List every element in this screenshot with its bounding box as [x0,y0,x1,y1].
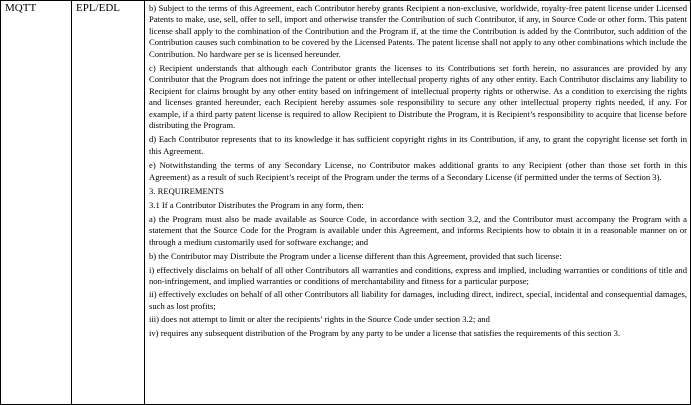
license-paragraph: i) effectively disclaims on behalf of all other Contributors all warranties and conditions, express and implied, including warranties or conditions of title and non-infringement, and implied warranties or conditions of merchantability and fitness for a particular purpose; [149,264,687,286]
license-paragraph: e) Notwithstanding the terms of any Secondary License, no Contributor makes additional grants to any Recipient (other than those set forth in this Agreement) as a result of such Recipient’s receipt of the Program under the terms of a Secondary License (if permitted under the terms of Section 3). [149,160,687,182]
license-paragraph: iii) does not attempt to limit or alter the recipients’ rights in the Source Code under section 3.2; and [149,314,490,325]
license-paragraph: ii) effectively excludes on behalf of all other Contributors all liability for damages, including direct, indirect, special, incidental and consequential damages, such as lost profits; [149,289,687,311]
license-paragraph: iv) requires any subsequent distribution of the Program by any party to be under a license that satisfies the requirements of this section 3. [149,327,621,338]
license-text-cell [149,3,687,341]
license-paragraph: b) the Contributor may Distribute the Program under a license different than this Agreement, provided that such license: [149,251,562,262]
component-name-cell: MQTT [5,2,37,14]
license-paragraph: d) Each Contributor represents that to its knowledge it has sufficient copyright rights in its Contribution, if any, to grant the copyright license set forth in this Agreement. [149,134,687,156]
column-divider [71,1,72,404]
column-divider [144,1,145,404]
license-paragraph: 3.1 If a Contributor Distributes the Program in any form, then: [149,199,364,210]
license-paragraph: c) Recipient understands that although each Contributor grants the licenses to its Contributions set forth herein, no assurances are provided by any Contributor that the Program does not infringe the patent or other intellectual property rights of any other entity. Each Contributor disclaims any liability to Recipient for claims brought by any other entity based on infringement of intellectual property rights or otherwise. As a condition to exercising the rights and licenses granted hereunder, each Recipient hereby assumes sole responsibility to secure any other intellectual property rights needed, if any. For example, if a third party patent license is required to allow Recipient to Distribute the Program, it is Recipient’s responsibility to acquire that license before distributing the Program. [149,63,687,131]
section-heading: 3. REQUIREMENTS [149,186,224,197]
license-type-cell: EPL/EDL [76,2,120,14]
license-paragraph: b) Subject to the terms of this Agreement, each Contributor hereby grants Recipient a non-exclusive, worldwide, royalty-free patent license under Licensed Patents to make, use, sell, offer to sell, import and otherwise transfer the Contribution of such Contributor, if any, in Source Code or other form. This patent license shall apply to the combination of the Contribution and the Program if, at the time the Contribution is added by the Contributor, such addition of the Contribution causes such combination to be covered by the Licensed Patents. The patent license shall not apply to any other combinations which include the Contribution. No hardware per se is licensed hereunder. [149,3,687,59]
license-paragraph: a) the Program must also be made available as Source Code, in accordance with section 3.2, and the Contributor must accompany the Program with a statement that the Source Code for the Program is available under this Agreement, and informs Recipients how to obtain it in a reasonable manner on or through a medium customarily used for software exchange; and [149,213,687,247]
